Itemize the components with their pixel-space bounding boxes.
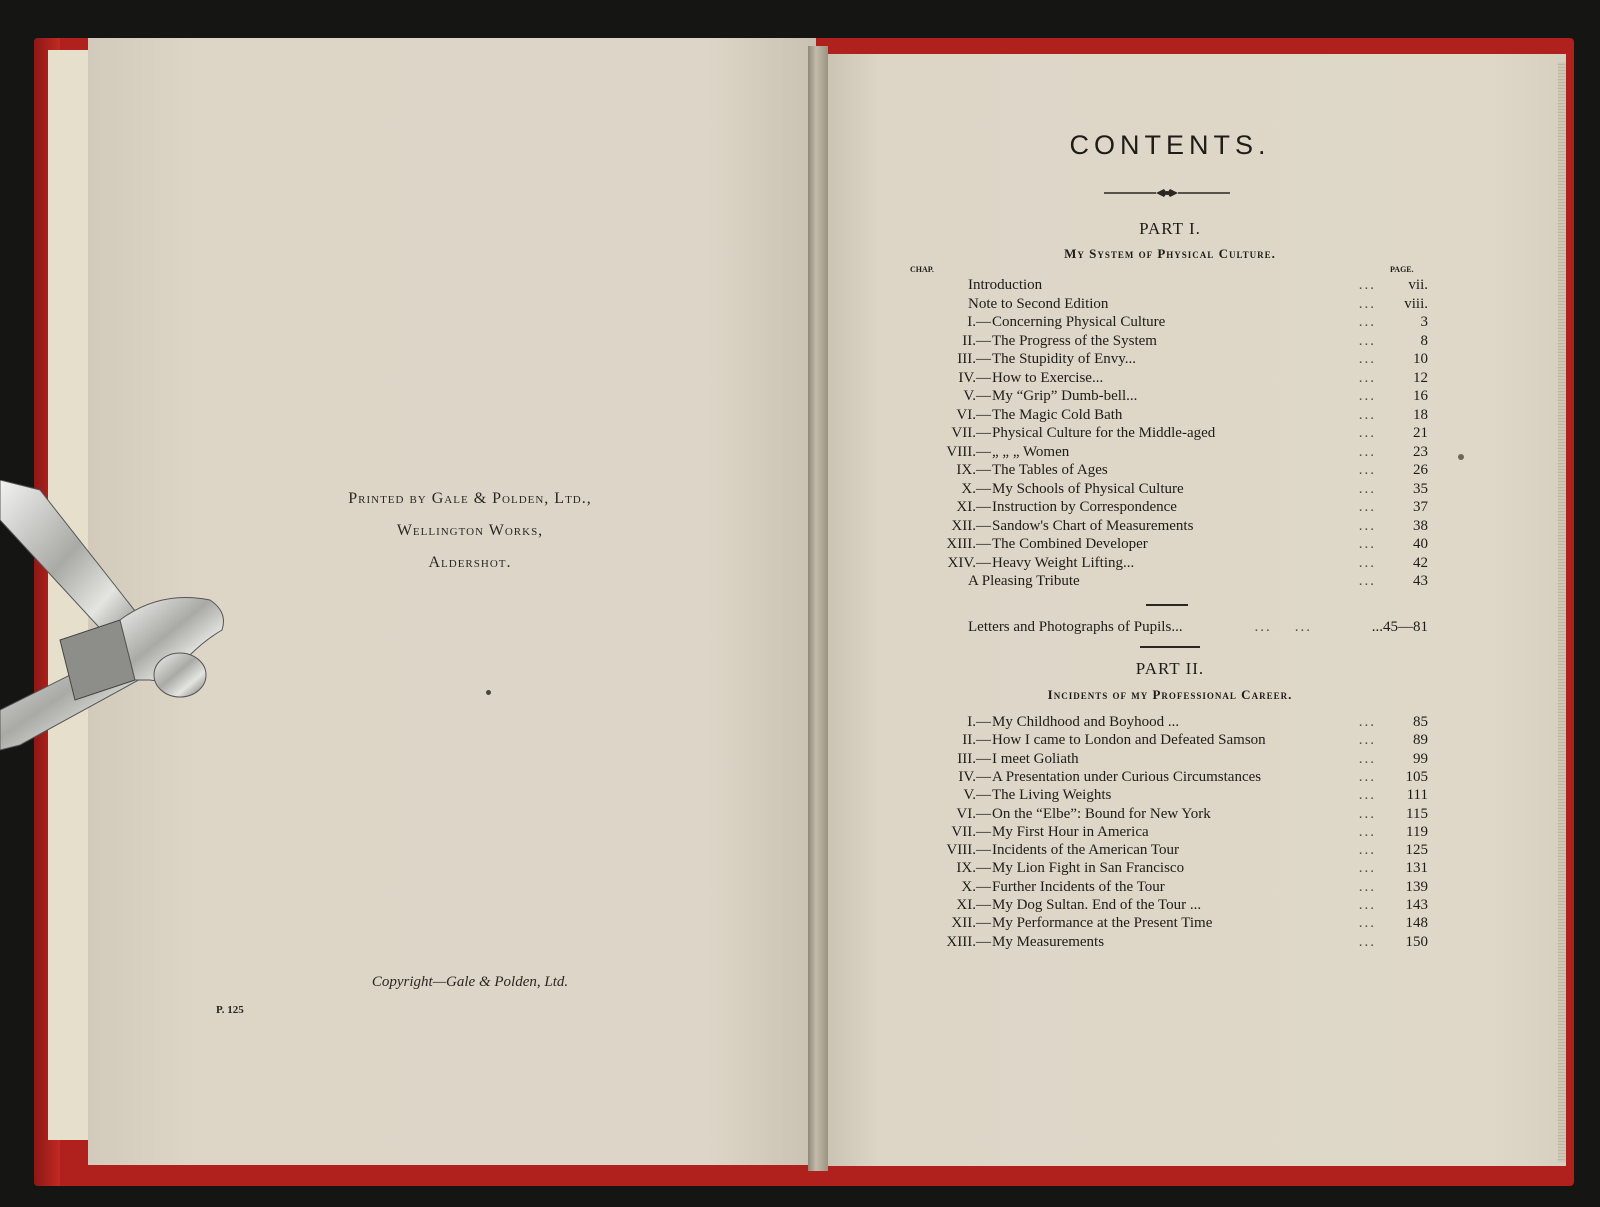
entry-page: 3 bbox=[1420, 314, 1428, 330]
entry-page: 35 bbox=[1413, 480, 1428, 497]
chapter-number: XIII. bbox=[946, 933, 976, 950]
entry-page: 23 bbox=[1413, 443, 1428, 460]
chapter-number: IX. bbox=[956, 462, 976, 478]
chapter-dash: — bbox=[976, 536, 991, 552]
chapter-number: XI. bbox=[956, 499, 976, 515]
entry-title: I meet Goliath bbox=[992, 750, 1079, 767]
chapter-number: I. bbox=[967, 714, 976, 730]
entry-page: 115 bbox=[1406, 805, 1428, 822]
toc-entry[interactable] bbox=[900, 878, 1428, 896]
chapter-number: V. bbox=[963, 787, 976, 804]
toc-entry[interactable] bbox=[900, 914, 1428, 932]
paper-speck bbox=[486, 690, 491, 695]
section-rule bbox=[1140, 646, 1200, 648]
chapter-number: III. bbox=[957, 351, 976, 367]
chapter-number: VI. bbox=[956, 406, 976, 423]
entry-page: 12 bbox=[1413, 369, 1428, 386]
chapter-dash: — bbox=[976, 860, 991, 877]
entry-leaders: ... bbox=[1358, 332, 1376, 349]
entry-page: viii. bbox=[1404, 295, 1428, 312]
toc-entry[interactable] bbox=[900, 424, 1428, 442]
entry-title: The Living Weights bbox=[992, 787, 1112, 804]
chapter-number: XIII. bbox=[946, 536, 976, 552]
entry-page: 139 bbox=[1405, 878, 1428, 895]
chapter-dash: — bbox=[976, 517, 991, 534]
chapter-number: II. bbox=[962, 332, 976, 349]
chapter-number: XI. bbox=[956, 897, 976, 913]
toc-entry[interactable] bbox=[900, 933, 1428, 951]
entry-title: Introduction bbox=[968, 277, 1043, 293]
part1-heading: PART I. bbox=[1139, 219, 1201, 238]
entry-page: vii. bbox=[1408, 277, 1428, 293]
letters-entry[interactable] bbox=[900, 618, 1428, 636]
entry-title: Physical Culture for the Middle-aged bbox=[992, 425, 1216, 441]
entry-leaders: ... bbox=[1358, 443, 1376, 460]
entry-title: My Dog Sultan. End of the Tour ... bbox=[992, 897, 1202, 913]
entry-page: 37 bbox=[1413, 499, 1428, 515]
entry-title: How I came to London and Defeated Samson bbox=[992, 732, 1266, 749]
chapter-dash: — bbox=[976, 499, 991, 515]
chapter-dash: — bbox=[976, 314, 991, 330]
chapter-number: XIV. bbox=[947, 554, 976, 571]
paper-speck bbox=[1458, 454, 1464, 460]
entry-leaders: ... bbox=[1358, 750, 1376, 767]
entry-title: The Magic Cold Bath bbox=[992, 406, 1123, 423]
entry-leaders: ... bbox=[1358, 878, 1376, 895]
toc-entry[interactable] bbox=[900, 896, 1428, 914]
entry-leaders: ... bbox=[1358, 573, 1376, 589]
contents-title: CONTENTS. bbox=[1069, 130, 1271, 160]
chapter-dash: — bbox=[976, 480, 991, 497]
entry-leaders: ... bbox=[1358, 805, 1376, 822]
entry-title: My Performance at the Present Time bbox=[992, 915, 1213, 932]
entry-leaders: ... bbox=[1358, 933, 1376, 950]
entry-page: 10 bbox=[1413, 351, 1428, 367]
imprint-line-2: Wellington Works, bbox=[396, 522, 544, 539]
entry-title: Letters and Photographs of Pupils... bbox=[968, 619, 1183, 635]
entry-title: Instruction by Correspondence bbox=[992, 499, 1177, 515]
chapter-dash: — bbox=[976, 732, 991, 749]
toc-entry[interactable] bbox=[900, 535, 1428, 553]
chapter-dash: — bbox=[976, 462, 991, 478]
entry-title: A Pleasing Tribute bbox=[968, 573, 1080, 589]
toc-entry[interactable] bbox=[900, 731, 1428, 749]
chapter-number: VII. bbox=[951, 425, 976, 441]
entry-leaders: ... bbox=[1358, 388, 1376, 404]
chapter-dash: — bbox=[976, 823, 991, 840]
chapter-number: XII. bbox=[951, 517, 976, 534]
entry-leaders: ... bbox=[1358, 462, 1376, 478]
entry-leaders: ... bbox=[1358, 842, 1376, 859]
chapter-number: X. bbox=[961, 878, 976, 895]
chapter-number: V. bbox=[963, 388, 976, 404]
entry-page: 8 bbox=[1420, 332, 1428, 349]
toc-entry[interactable] bbox=[900, 517, 1428, 535]
silver-hand-bookmark-clip-icon bbox=[0, 480, 240, 780]
toc-entry[interactable] bbox=[900, 841, 1428, 859]
copyright-notice: Copyright—Gale & Polden, Ltd. bbox=[371, 974, 569, 990]
entry-leaders: ... bbox=[1358, 768, 1376, 785]
chapter-dash: — bbox=[976, 443, 991, 460]
toc-entry[interactable] bbox=[900, 786, 1428, 804]
chapter-number: III. bbox=[957, 750, 976, 767]
entry-leaders: ... bbox=[1358, 351, 1376, 367]
entry-title: Note to Second Edition bbox=[968, 295, 1109, 312]
entry-leaders: ... bbox=[1358, 295, 1376, 312]
toc-entry[interactable] bbox=[900, 406, 1428, 424]
print-mark: P. 125 bbox=[216, 1004, 244, 1016]
toc-entry[interactable] bbox=[900, 768, 1428, 786]
chapter-dash: — bbox=[976, 805, 991, 822]
entry-page: ...45—81 bbox=[1371, 619, 1428, 635]
section-rule bbox=[1146, 604, 1188, 606]
entry-page: 21 bbox=[1413, 425, 1428, 441]
chapter-dash: — bbox=[976, 332, 991, 349]
entry-page: 16 bbox=[1413, 388, 1428, 404]
toc-entry[interactable] bbox=[900, 498, 1428, 516]
entry-page: 125 bbox=[1405, 842, 1428, 859]
entry-title: A Presentation under Curious Circumstances bbox=[992, 768, 1262, 785]
imprint-line-3: Aldershot. bbox=[428, 554, 512, 571]
toc-entry[interactable] bbox=[900, 859, 1428, 877]
toc-entry[interactable] bbox=[900, 369, 1428, 387]
toc-entry[interactable] bbox=[900, 713, 1428, 731]
entry-leaders: ... bbox=[1358, 517, 1376, 534]
toc-entry[interactable] bbox=[900, 350, 1428, 368]
entry-title: The Progress of the System bbox=[992, 332, 1157, 349]
chapter-dash: — bbox=[976, 787, 991, 804]
chapter-dash: — bbox=[976, 554, 991, 571]
entry-title: The Combined Developer bbox=[992, 536, 1148, 552]
toc-entry[interactable] bbox=[900, 313, 1428, 331]
toc-entry[interactable] bbox=[900, 276, 1428, 294]
part1-subtitle: My System of Physical Culture. bbox=[1064, 246, 1276, 261]
chapter-dash: — bbox=[976, 369, 991, 386]
entry-leaders: ... bbox=[1358, 860, 1376, 877]
entry-leaders: ... bbox=[1358, 554, 1376, 571]
chapter-dash: — bbox=[976, 425, 991, 441]
chapter-dash: — bbox=[976, 351, 991, 367]
toc-entry[interactable] bbox=[900, 554, 1428, 572]
chapter-number: IV. bbox=[958, 369, 976, 386]
chapter-dash: — bbox=[976, 714, 991, 730]
toc-entry[interactable] bbox=[900, 387, 1428, 405]
entry-title: My Measurements bbox=[992, 933, 1105, 950]
entry-title: Incidents of the American Tour bbox=[992, 842, 1179, 859]
entry-page: 111 bbox=[1406, 787, 1428, 804]
title-ornament-icon bbox=[1104, 186, 1230, 200]
toc-entry[interactable] bbox=[900, 750, 1428, 768]
entry-leaders: ... bbox=[1358, 714, 1376, 730]
chapter-number: I. bbox=[967, 314, 976, 330]
chapter-dash: — bbox=[976, 878, 991, 895]
toc-entry[interactable] bbox=[900, 295, 1428, 313]
entry-leaders: ... bbox=[1358, 499, 1376, 515]
imprint-line-1: Printed by Gale & Polden, Ltd., bbox=[348, 490, 592, 507]
chapter-number: XII. bbox=[951, 915, 976, 932]
chapter-dash: — bbox=[976, 915, 991, 932]
entry-leaders: ... bbox=[1358, 536, 1376, 552]
entry-title: My First Hour in America bbox=[992, 823, 1149, 840]
entry-title: My Schools of Physical Culture bbox=[992, 480, 1184, 497]
entry-leaders: ... bbox=[1358, 897, 1376, 913]
entry-leaders: ... bbox=[1358, 314, 1376, 330]
entry-page: 150 bbox=[1405, 933, 1428, 950]
entry-title: „ „ „ Women bbox=[992, 443, 1070, 460]
entry-title: The Tables of Ages bbox=[992, 462, 1108, 478]
entry-page: 105 bbox=[1405, 768, 1428, 785]
chapter-dash: — bbox=[976, 388, 991, 404]
entry-page: 38 bbox=[1413, 517, 1428, 534]
chapter-number: IV. bbox=[958, 768, 976, 785]
entry-title: My Lion Fight in San Francisco bbox=[992, 860, 1185, 877]
entry-leaders: ... bbox=[1358, 277, 1376, 293]
entry-page: 119 bbox=[1406, 823, 1428, 840]
book-gutter bbox=[808, 46, 828, 1171]
entry-page: 131 bbox=[1405, 860, 1428, 877]
chapter-dash: — bbox=[976, 897, 991, 913]
chapter-dash: — bbox=[976, 842, 991, 859]
chapter-number: VI. bbox=[956, 805, 976, 822]
chapter-number: VII. bbox=[951, 823, 976, 840]
part2-subtitle: Incidents of my Professional Career. bbox=[1047, 687, 1293, 702]
entry-title: My “Grip” Dumb-bell... bbox=[992, 388, 1138, 404]
chapter-number: VIII. bbox=[946, 842, 976, 859]
toc-entry[interactable] bbox=[900, 805, 1428, 823]
chapter-dash: — bbox=[976, 768, 991, 785]
entry-leaders: ... bbox=[1358, 732, 1376, 749]
entry-title: Sandow's Chart of Measurements bbox=[992, 517, 1194, 534]
chapter-number: IX. bbox=[956, 860, 976, 877]
entry-page: 99 bbox=[1413, 750, 1428, 767]
col-page-label: PAGE. bbox=[1390, 265, 1414, 274]
entry-title: Further Incidents of the Tour bbox=[992, 878, 1165, 895]
entry-leaders: ... ... bbox=[1254, 619, 1312, 635]
entry-page: 42 bbox=[1413, 554, 1428, 571]
entry-page: 143 bbox=[1405, 897, 1428, 913]
part2-heading: PART II. bbox=[1135, 659, 1205, 678]
chapter-dash: — bbox=[976, 406, 991, 423]
entry-title: Concerning Physical Culture bbox=[992, 314, 1166, 330]
entry-leaders: ... bbox=[1358, 406, 1376, 423]
entry-page: 43 bbox=[1413, 573, 1428, 589]
entry-title: The Stupidity of Envy... bbox=[992, 351, 1137, 367]
entry-page: 89 bbox=[1413, 732, 1428, 749]
entry-page: 40 bbox=[1413, 536, 1428, 552]
entry-leaders: ... bbox=[1358, 915, 1376, 932]
entry-leaders: ... bbox=[1358, 787, 1376, 804]
page-edges bbox=[1558, 62, 1566, 1162]
entry-title: My Childhood and Boyhood ... bbox=[992, 714, 1180, 730]
chapter-number: X. bbox=[961, 480, 976, 497]
entry-title: Heavy Weight Lifting... bbox=[992, 554, 1135, 571]
toc-entry[interactable] bbox=[900, 823, 1428, 841]
chapter-number: VIII. bbox=[946, 443, 976, 460]
chapter-dash: — bbox=[976, 933, 991, 950]
toc-entry[interactable] bbox=[900, 572, 1428, 590]
toc-entry[interactable] bbox=[900, 332, 1428, 350]
toc-entry[interactable] bbox=[900, 443, 1428, 461]
entry-leaders: ... bbox=[1358, 480, 1376, 497]
entry-page: 18 bbox=[1413, 406, 1428, 423]
entry-leaders: ... bbox=[1358, 823, 1376, 840]
entry-page: 148 bbox=[1405, 915, 1428, 932]
toc-entry[interactable] bbox=[900, 461, 1428, 479]
col-chap-label: CHAP. bbox=[910, 265, 934, 274]
chapter-number: II. bbox=[962, 732, 976, 749]
toc-entry[interactable] bbox=[900, 480, 1428, 498]
chapter-dash: — bbox=[976, 750, 991, 767]
entry-leaders: ... bbox=[1358, 425, 1376, 441]
entry-title: On the “Elbe”: Bound for New York bbox=[992, 805, 1211, 822]
entry-page: 26 bbox=[1413, 462, 1428, 478]
entry-title: How to Exercise... bbox=[992, 369, 1104, 386]
entry-page: 85 bbox=[1413, 714, 1428, 730]
entry-leaders: ... bbox=[1358, 369, 1376, 386]
